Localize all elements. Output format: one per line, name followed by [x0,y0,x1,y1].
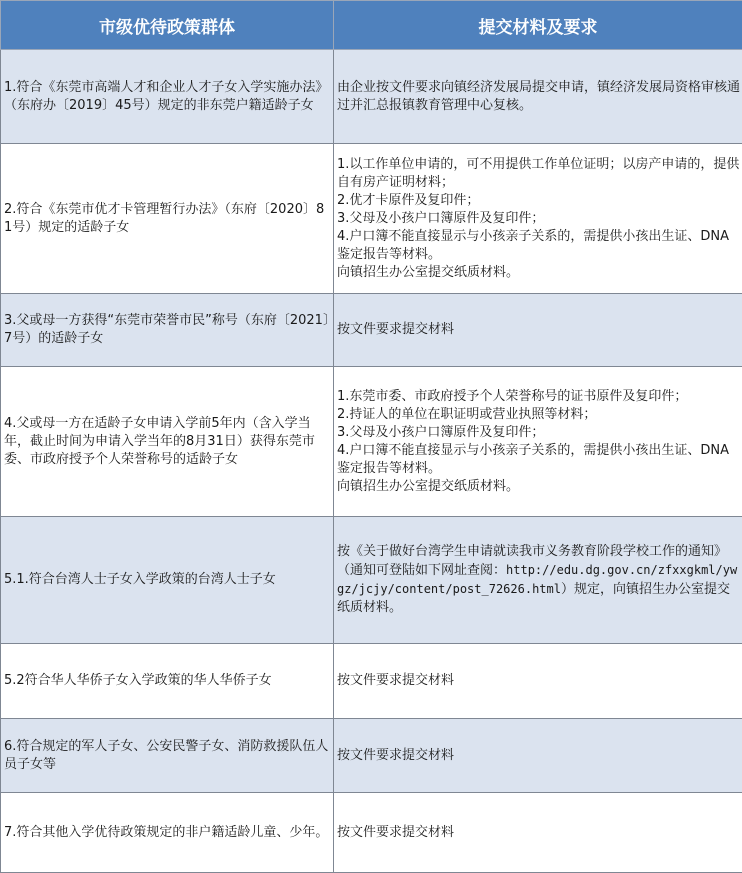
header-row [1,1,742,50]
table-row [1,719,742,793]
requirements-cell [334,367,742,517]
requirement-line: 由企业按文件要求向镇经济发展局提交申请，镇经济发展局资格审核通过并汇总报镇教育管理中心复核。 [337,79,741,113]
requirement-line: 向镇招生办公室提交纸质材料。 [337,478,520,494]
requirement-line: 按文件要求提交材料 [337,673,455,688]
notice-url-link[interactable]: http://edu.dg.gov.cn/zfxxgkml/ywgz/jcjy/content/post_72626.html [337,563,738,596]
header-policy-group: 市级优待政策群体 [1,1,334,50]
requirement-line: 1.东莞市委、市政府授予个人荣誉称号的证书原件及复印件； [337,388,688,404]
requirements-cell [334,144,742,294]
policy-group-cell: 7.符合其他入学优待政策规定的非户籍适龄儿童、少年。 [1,793,334,873]
requirement-line: 4.户口簿不能直接显示与小孩亲子关系的，需提供小孩出生证、DNA鉴定报告等材料。 [337,228,730,262]
table-row [1,644,742,719]
requirements-cell [334,517,742,644]
table-row [1,144,742,294]
policy-group-cell: 1.符合《东莞市高端人才和企业人才子女入学实施办法》（东府办〔2019〕45号）规定的非东莞户籍适龄子女 [1,50,334,144]
requirement-text: 按《关于做好台湾学生申请就读我市义务教育阶段学校工作的通知》（通知可登陆如下网址查阅： [337,544,728,578]
requirement-line: 2.持证人的单位在职证明或营业执照等材料； [337,406,597,422]
requirements-cell [334,50,742,144]
table-row [1,50,742,144]
requirement-line: 按文件要求提交材料 [337,824,455,840]
header-requirements: 提交材料及要求 [334,1,742,50]
table-row [1,294,742,367]
policy-group-cell: 6.符合规定的军人子女、公安民警子女、消防救援队伍人员子女等 [1,719,334,793]
requirement-line: 2.优才卡原件及复印件； [337,192,480,208]
requirement-line: 3.父母及小孩户口簿原件及复印件； [337,424,545,440]
policy-group-cell: 3.父或母一方获得“东莞市荣誉市民”称号（东府〔2021〕7号）的适龄子女 [1,294,334,367]
policy-group-cell: 5.2符合华人华侨子女入学政策的华人华侨子女 [1,644,334,719]
requirement-line: 向镇招生办公室提交纸质材料。 [337,264,520,280]
table-row [1,793,742,873]
requirement-text: ）规定，向镇招生办公室提交纸质材料。 [337,582,730,615]
policy-group-cell: 2.符合《东莞市优才卡管理暂行办法》（东府〔2020〕81号）规定的适龄子女 [1,144,334,294]
requirement-line: 1.以工作单位申请的，可不用提供工作单位证明；以房产申请的，提供自有房产证明材料； [337,156,740,190]
requirements-cell [334,719,742,793]
requirement-line: 3.父母及小孩户口簿原件及复印件； [337,210,545,226]
requirements-cell [334,644,742,719]
requirement-line: 按文件要求提交材料 [337,747,455,763]
table-row [1,367,742,517]
table-row [1,517,742,644]
requirement-line: 4.户口簿不能直接显示与小孩亲子关系的，需提供小孩出生证、DNA鉴定报告等材料。 [337,442,730,476]
policy-group-cell: 4.父或母一方在适龄子女申请入学前5年内（含入学当年，截止时间为申请入学当年的8月31日）获得东莞市委、市政府授予个人荣誉称号的适龄子女 [1,367,334,517]
requirement-line: 按文件要求提交材料 [337,322,455,337]
requirements-cell [334,793,742,873]
policy-group-cell: 5.1.符合台湾人士子女入学政策的台湾人士子女 [1,517,334,644]
requirements-cell [334,294,742,367]
